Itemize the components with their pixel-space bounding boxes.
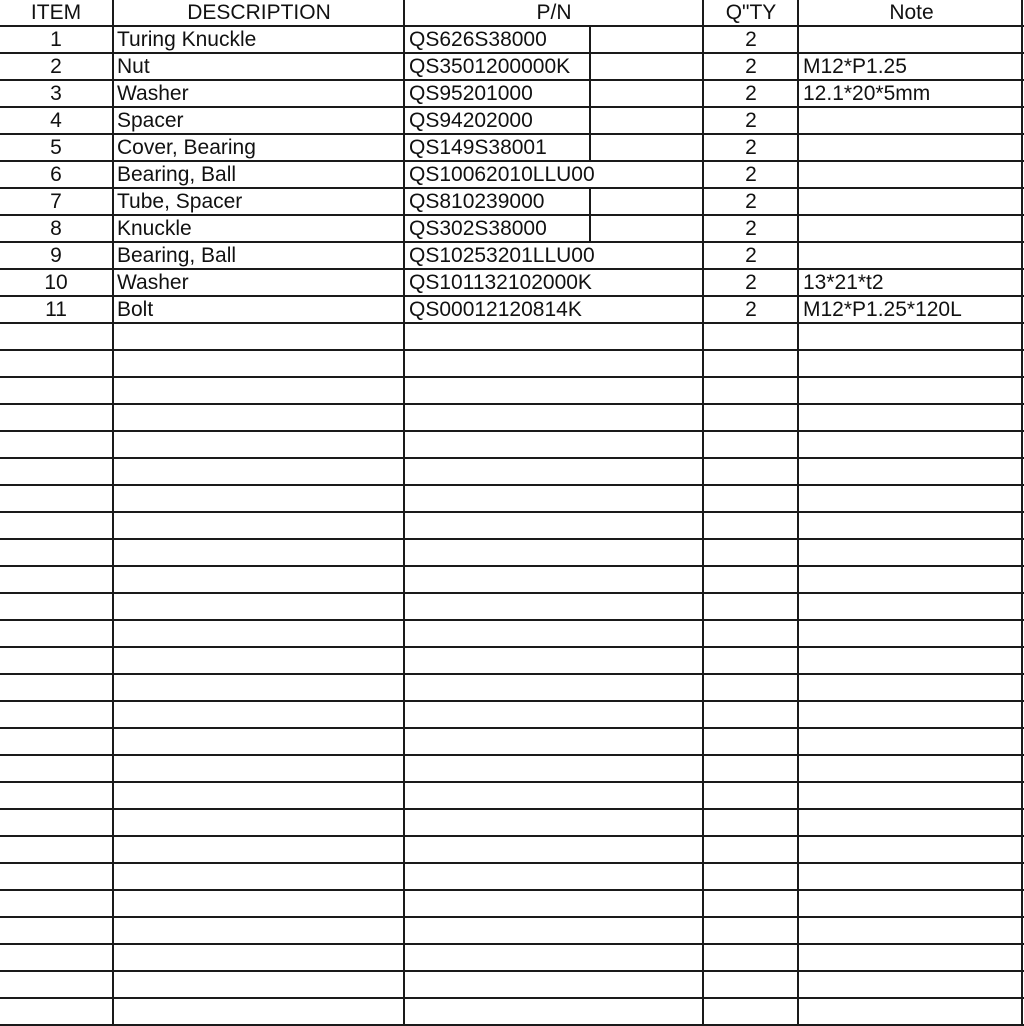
part-number-cell: QS10253201LLU00 [409,244,595,267]
part-number-cell: QS302S38000 [409,217,547,240]
note-cell: 12.1*20*5mm [803,82,931,105]
item-number-cell: 3 [50,82,62,105]
empty-table-row [0,729,1024,756]
note-cell [799,243,1024,268]
part-number-cell: QS10062010LLU00 [409,163,595,186]
note-cell [799,135,1024,160]
description-cell: Turing Knuckle [117,28,257,51]
table-row [0,216,1024,243]
column-divider [797,0,799,1024]
part-number-cell: QS00012120814K [409,298,582,321]
quantity-cell: 2 [745,109,757,132]
table-row [0,162,1024,189]
part-number-cell: QS810239000 [409,190,545,213]
item-number-cell: 7 [50,190,62,213]
note-cell [799,162,1024,187]
column-header-pn: P/N [536,1,572,24]
pn-subcolumn-divider [589,135,591,162]
empty-table-row [0,324,1024,351]
item-number-cell: 9 [50,244,62,267]
part-number-cell: QS149S38001 [409,136,547,159]
part-number-cell: QS3501200000K [409,55,571,78]
quantity-cell: 2 [745,82,757,105]
pn-subcolumn-divider [589,216,591,243]
part-number-cell: QS95201000 [409,82,533,105]
empty-table-row [0,405,1024,432]
empty-table-row [0,486,1024,513]
column-header-note: Note [889,1,934,24]
note-cell [799,189,1024,214]
item-number-cell: 1 [50,28,62,51]
quantity-cell: 2 [745,217,757,240]
column-divider [1021,0,1023,1024]
pn-subcolumn-divider [589,108,591,135]
note-cell [799,108,1024,133]
description-cell: Cover, Bearing [117,136,256,159]
note-cell [799,216,1024,241]
empty-table-row [0,945,1024,972]
table-row [0,108,1024,135]
description-cell: Spacer [117,109,184,132]
item-number-cell: 6 [50,163,62,186]
empty-table-row [0,567,1024,594]
note-cell: M12*P1.25*120L [803,298,962,321]
empty-table-row [0,513,1024,540]
column-divider [702,0,704,1024]
empty-table-row [0,459,1024,486]
description-cell: Bearing, Ball [117,163,237,186]
table-header-row [0,0,1024,27]
part-number-cell: QS626S38000 [409,28,547,51]
note-cell [799,27,1024,52]
column-divider [112,0,114,1024]
empty-table-row [0,918,1024,945]
column-header-item: ITEM [30,1,82,24]
empty-table-row [0,864,1024,891]
table-row [0,243,1024,270]
quantity-cell: 2 [745,55,757,78]
quantity-cell: 2 [745,271,757,294]
table-row [0,54,1024,81]
item-number-cell: 8 [50,217,62,240]
item-number-cell: 10 [44,271,68,294]
empty-table-row [0,837,1024,864]
note-cell: M12*P1.25 [803,55,907,78]
quantity-cell: 2 [745,190,757,213]
empty-table-row [0,783,1024,810]
quantity-cell: 2 [745,136,757,159]
empty-table-row [0,810,1024,837]
column-header-description: DESCRIPTION [187,1,331,24]
note-cell: 13*21*t2 [803,271,884,294]
empty-table-row [0,594,1024,621]
item-number-cell: 5 [50,136,62,159]
item-number-cell: 11 [45,298,67,321]
column-divider [403,0,405,1024]
quantity-cell: 2 [745,298,757,321]
description-cell: Nut [117,55,150,78]
table-row [0,270,1024,297]
table-row [0,189,1024,216]
empty-table-row [0,432,1024,459]
description-cell: Bearing, Ball [117,244,237,267]
table-row [0,135,1024,162]
description-cell: Knuckle [117,217,192,240]
description-cell: Tube, Spacer [117,190,243,213]
pn-subcolumn-divider [589,54,591,81]
table-row [0,27,1024,54]
column-header-qty: Q"TY [725,1,777,24]
pn-subcolumn-divider [589,27,591,54]
part-number-cell: QS94202000 [409,109,533,132]
item-number-cell: 2 [50,55,62,78]
empty-table-row [0,351,1024,378]
empty-table-row [0,540,1024,567]
description-cell: Bolt [117,298,154,321]
description-cell: Washer [117,82,189,105]
empty-table-row [0,972,1024,999]
empty-table-row [0,756,1024,783]
empty-table-row [0,675,1024,702]
item-number-cell: 4 [50,109,62,132]
pn-subcolumn-divider [589,81,591,108]
table-row [0,81,1024,108]
empty-table-row [0,621,1024,648]
quantity-cell: 2 [745,244,757,267]
empty-table-row [0,891,1024,918]
table-row [0,297,1024,324]
pn-subcolumn-divider [589,189,591,216]
description-cell: Washer [117,271,189,294]
empty-table-row [0,999,1024,1026]
part-number-cell: QS101132102000K [409,271,592,294]
empty-table-row [0,648,1024,675]
quantity-cell: 2 [745,28,757,51]
quantity-cell: 2 [745,163,757,186]
empty-table-row [0,378,1024,405]
empty-table-row [0,702,1024,729]
